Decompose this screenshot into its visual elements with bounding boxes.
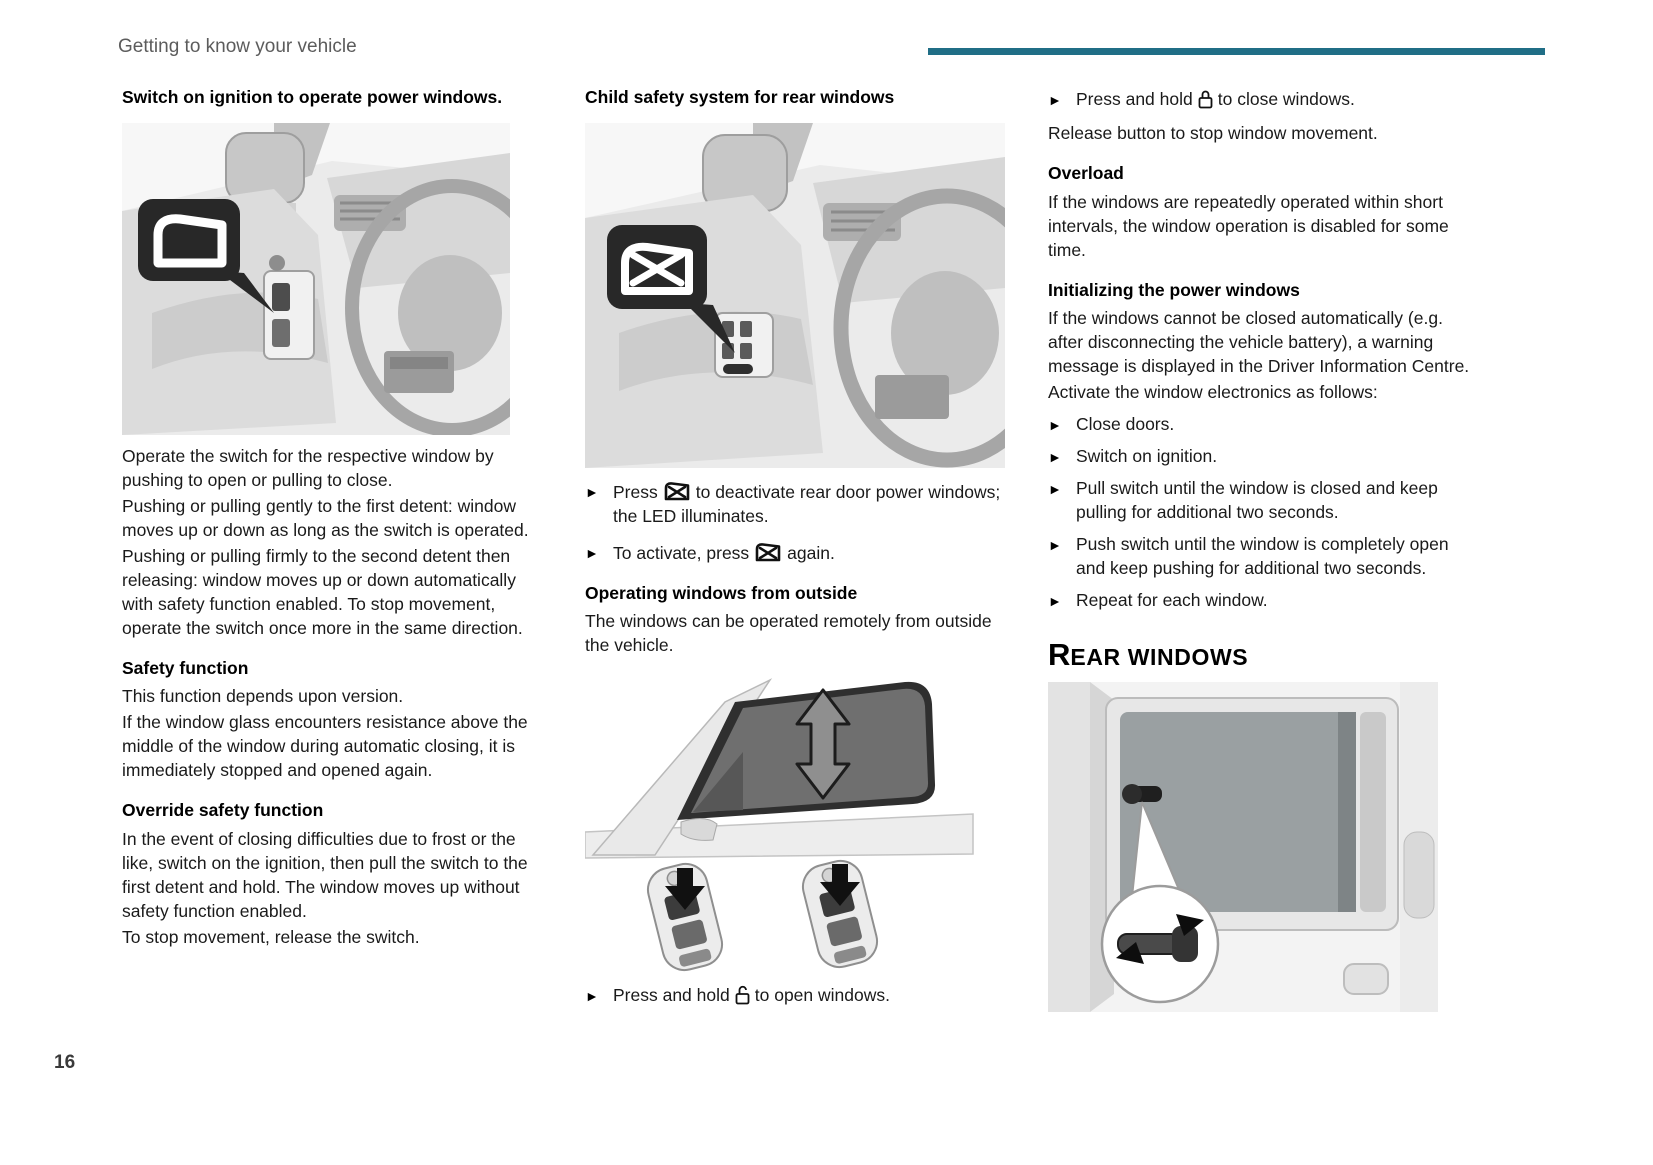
- bullet-close-pre: Press and hold: [1076, 89, 1193, 109]
- para-second-detent: Pushing or pulling firmly to the second detent then releasing: window moves up or down automatically with safety function enabled. To stop movement, operate the switch once more in the same direction.: [122, 545, 523, 638]
- bullet-open-pre: Press and hold: [613, 985, 730, 1006]
- column-3: [1048, 86, 1472, 1022]
- bullet-activate-rear-windows: [585, 541, 1009, 566]
- heading-overload: Overload: [1048, 162, 1124, 183]
- column-2: [585, 86, 1009, 1022]
- unlock-open-padlock-icon: [735, 985, 750, 1005]
- lock-closed-padlock-icon: [1198, 89, 1213, 109]
- init-step-pull-switch: ► Pull switch until the window is closed and keep pulling for additional two seconds.: [1048, 478, 1438, 523]
- page-header: Getting to know your vehicle: [118, 36, 357, 57]
- para-safety-resistance: If the window glass encounters resistance above the middle of the window during automatic closing, it is immediately stopped and opened again.: [122, 712, 528, 781]
- heading-safety-function: Safety function: [122, 657, 249, 678]
- bullet-deactivate-pre: Press: [613, 481, 658, 502]
- rear-window-latch-figure: [1048, 682, 1472, 1012]
- init-step-switch-ignition: ► Switch on ignition.: [1048, 445, 1472, 469]
- para-remote-operation: The windows can be operated remotely from outside the vehicle.: [585, 611, 992, 656]
- para-override-frost: In the event of closing difficulties due to frost or the like, switch on the ignition, then pull the switch to the first detent and hold. The window moves up without safety function enabled.: [122, 828, 528, 921]
- bullet-close-post: to close windows.: [1217, 89, 1355, 109]
- bullet-close-windows: [1048, 88, 1472, 112]
- child-safety-switch-illustration: [585, 123, 1005, 468]
- bullet-arrow-icon: ►: [1048, 417, 1062, 434]
- para-release-button: Release button to stop window movement.: [1048, 123, 1378, 143]
- child-safety-window-icon: [754, 541, 782, 563]
- bullet-arrow-icon: ►: [585, 544, 599, 561]
- heading-child-safety: Child safety system for rear windows: [585, 87, 895, 107]
- para-init-warning: If the windows cannot be closed automatically (e.g. after disconnecting the vehicle battery), a warning message is displayed in the Driver Information Centre.: [1048, 308, 1470, 377]
- heading-switch-on-ignition: Switch on ignition to operate power windows.: [122, 87, 503, 107]
- heading-initializing: Initializing the power windows: [1048, 279, 1300, 300]
- para-operate-switch: Operate the switch for the respective window by pushing to open or pulling to close.: [122, 445, 494, 490]
- heading-rear-windows: REAR WINDOWS: [1048, 637, 1249, 673]
- door-window-switch-figure: [122, 123, 546, 435]
- bullet-activate-pre: To activate, press: [613, 542, 750, 563]
- bullet-arrow-icon: ►: [1048, 449, 1062, 466]
- page-number: 16: [54, 1052, 76, 1073]
- bullet-deactivate-post: to deactivate rear door power windows; the LED illuminates.: [613, 481, 1001, 526]
- bullet-arrow-icon: ►: [585, 483, 599, 500]
- window-latch-knob: [1122, 784, 1162, 804]
- bullet-arrow-icon: ►: [585, 988, 599, 1005]
- bullet-open-post: to open windows.: [754, 985, 890, 1006]
- outside-window-remote-figure: [585, 672, 1009, 972]
- init-step-repeat: ► Repeat for each window.: [1048, 589, 1472, 613]
- bullet-activate-post: again.: [787, 542, 835, 563]
- child-safety-switch-figure: [585, 123, 1009, 468]
- rear-window-latch-illustration: [1048, 682, 1438, 1012]
- door-window-switch-illustration: [122, 123, 510, 435]
- child-safety-window-icon: [663, 480, 691, 502]
- bullet-open-windows: [585, 984, 1009, 1008]
- outside-window-remote-illustration: [585, 672, 975, 972]
- bullet-arrow-icon: ►: [1048, 92, 1062, 108]
- heading-override-safety: Override safety function: [122, 800, 324, 821]
- para-init-activate: Activate the window electronics as follows:: [1048, 382, 1378, 403]
- para-safety-version: This function depends upon version.: [122, 686, 404, 707]
- bullet-arrow-icon: ►: [1048, 593, 1062, 610]
- bullet-arrow-icon: ►: [1048, 481, 1062, 498]
- bullet-deactivate-rear-windows: [585, 480, 1009, 529]
- init-step-push-switch: ► Push switch until the window is completely open and keep pushing for additional two seconds.: [1048, 534, 1449, 579]
- para-first-detent: Pushing or pulling gently to the first detent: window moves up or down as long as the switch is operated.: [122, 495, 529, 540]
- para-overload: If the windows are repeatedly operated within short intervals, the window operation is disabled for some time.: [1048, 191, 1449, 260]
- content-columns: [122, 86, 1472, 1022]
- column-1: [122, 86, 546, 1022]
- heading-operating-outside: Operating windows from outside: [585, 582, 858, 603]
- bullet-arrow-icon: ►: [1048, 537, 1062, 554]
- init-step-close-doors: ► Close doors.: [1048, 413, 1472, 437]
- accent-bar: [928, 48, 1545, 55]
- para-override-release: To stop movement, release the switch.: [122, 926, 420, 947]
